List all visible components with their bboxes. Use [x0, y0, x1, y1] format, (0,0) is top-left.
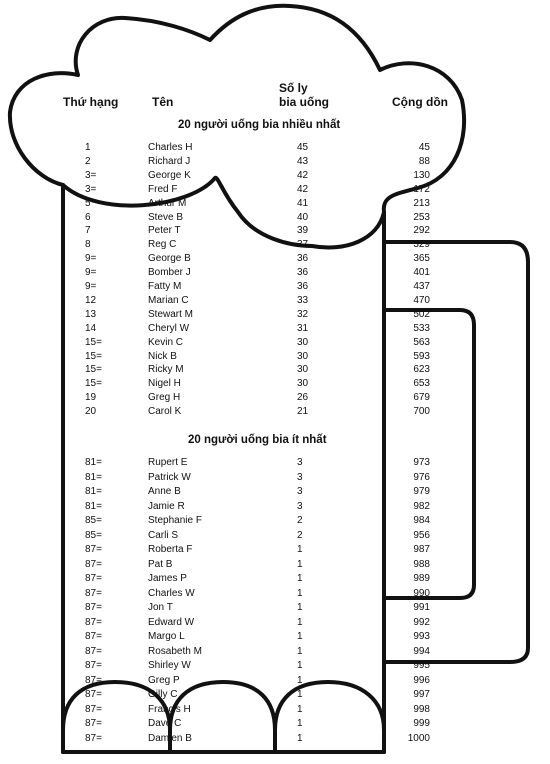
name-cell: Pat B	[148, 558, 173, 570]
cups-cell: 33	[297, 294, 309, 306]
cups-cell: 41	[297, 197, 309, 209]
cumulative-cell: 976	[413, 471, 430, 483]
cumulative-cell: 130	[413, 169, 430, 181]
rank-cell: 87=	[85, 573, 102, 584]
name-cell: Damien B	[148, 732, 192, 744]
name-cell: Anne B	[148, 486, 181, 497]
name-cell: Rosabeth M	[148, 645, 202, 657]
name-cell: James P	[148, 573, 187, 584]
cups-cell: 1	[297, 718, 303, 729]
name-cell: Margo L	[148, 631, 185, 642]
cumulative-cell: 992	[413, 616, 430, 628]
rank-cell: 87=	[85, 718, 102, 729]
name-cell: Greg P	[148, 674, 180, 686]
header-cups-line1: Số ly	[279, 81, 308, 95]
rank-cell: 87=	[85, 587, 102, 599]
name-cell: Nigel H	[148, 378, 181, 390]
rank-cell: 87=	[85, 558, 102, 570]
rank-cell: 9=	[85, 281, 97, 292]
cumulative-cell: 973	[413, 457, 430, 468]
cumulative-cell: 653	[413, 378, 430, 390]
cups-cell: 2	[297, 529, 303, 541]
name-cell: Stewart M	[148, 308, 194, 320]
name-cell: Fred F	[148, 183, 178, 195]
cumulative-cell: 998	[413, 703, 430, 715]
rank-cell: 15=	[85, 364, 102, 376]
rank-cell: 87=	[85, 689, 102, 700]
rank-cell: 8	[85, 239, 91, 251]
cups-cell: 1	[297, 689, 303, 700]
cups-cell: 21	[297, 406, 309, 418]
name-cell: Fatty M	[148, 281, 182, 292]
rank-cell: 81=	[85, 457, 102, 468]
cumulative-cell: 990	[413, 587, 430, 599]
cups-cell: 40	[297, 211, 309, 223]
cumulative-cell: 593	[413, 350, 430, 362]
cups-cell: 43	[297, 155, 309, 167]
cumulative-cell: 679	[413, 392, 430, 404]
cumulative-cell: 979	[413, 486, 430, 497]
name-cell: Marian C	[148, 294, 189, 306]
cumulative-cell: 988	[413, 558, 430, 570]
cumulative-cell: 996	[413, 674, 430, 686]
rank-cell: 6	[85, 211, 91, 223]
name-cell: Roberta F	[148, 544, 193, 555]
rank-cell: 14	[85, 322, 97, 334]
name-cell: Peter T	[148, 225, 181, 237]
cups-cell: 36	[297, 253, 309, 265]
cumulative-cell: 700	[413, 406, 430, 418]
rank-cell: 81=	[85, 471, 102, 483]
name-cell: Gilly C	[148, 689, 178, 700]
name-cell: Charles W	[148, 587, 195, 599]
rank-cell: 15=	[85, 336, 102, 348]
rank-cell: 87=	[85, 631, 102, 642]
rank-cell: 87=	[85, 660, 102, 671]
cups-cell: 37	[297, 239, 309, 251]
cups-cell: 3	[297, 471, 303, 483]
cumulative-cell: 987	[413, 544, 430, 555]
rank-cell: 2	[85, 155, 91, 167]
rank-cell: 15=	[85, 378, 102, 390]
cumulative-cell: 984	[413, 515, 430, 526]
cumulative-cell: 533	[413, 322, 430, 334]
cumulative-cell: 45	[418, 142, 430, 153]
cups-cell: 30	[297, 378, 309, 390]
cumulative-cell: 563	[413, 336, 430, 348]
cups-cell: 36	[297, 267, 309, 279]
cups-cell: 42	[297, 169, 309, 181]
cups-cell: 42	[297, 183, 309, 195]
cups-cell: 39	[297, 225, 309, 237]
rank-cell: 3=	[85, 183, 97, 195]
name-cell: Ricky M	[148, 364, 184, 376]
cups-cell: 32	[297, 308, 309, 320]
cups-cell: 1	[297, 616, 303, 628]
header-name: Tên	[152, 95, 174, 109]
name-cell: Francis H	[148, 703, 191, 715]
name-cell: Carli S	[148, 529, 179, 541]
cumulative-cell: 991	[413, 602, 430, 613]
rank-cell: 85=	[85, 515, 102, 526]
cumulative-cell: 253	[413, 211, 430, 223]
cups-cell: 45	[297, 142, 309, 153]
rank-cell: 87=	[85, 732, 102, 744]
cups-cell: 2	[297, 515, 303, 526]
cups-cell: 1	[297, 587, 303, 599]
name-cell: George B	[148, 253, 191, 265]
name-cell: Nick B	[148, 350, 177, 362]
rank-cell: 1	[85, 142, 91, 153]
cumulative-cell: 989	[413, 573, 430, 584]
rank-cell: 87=	[85, 544, 102, 555]
cups-cell: 1	[297, 660, 303, 671]
cups-cell: 1	[297, 573, 303, 584]
cumulative-cell: 401	[413, 267, 430, 279]
cumulative-cell: 994	[413, 645, 430, 657]
name-cell: Shirley W	[148, 660, 191, 671]
rank-cell: 87=	[85, 616, 102, 628]
cups-cell: 1	[297, 703, 303, 715]
name-cell: Greg H	[148, 392, 181, 404]
cups-cell: 3	[297, 486, 303, 497]
cumulative-cell: 329	[413, 239, 430, 251]
cups-cell: 1	[297, 558, 303, 570]
cups-cell: 36	[297, 281, 309, 292]
cups-cell: 26	[297, 392, 309, 404]
cumulative-cell: 502	[413, 308, 430, 320]
cumulative-cell: 213	[413, 197, 430, 209]
name-cell: Bomber J	[148, 267, 191, 279]
cumulative-cell: 470	[413, 294, 430, 306]
rank-cell: 20	[85, 406, 97, 418]
cumulative-cell: 623	[413, 364, 430, 376]
cups-cell: 1	[297, 732, 303, 744]
rank-cell: 15=	[85, 350, 102, 362]
cups-cell: 30	[297, 364, 309, 376]
cumulative-cell: 437	[413, 281, 430, 292]
cups-cell: 1	[297, 602, 303, 613]
cumulative-cell: 88	[418, 155, 430, 167]
cups-cell: 3	[297, 500, 303, 512]
name-cell: George K	[148, 169, 191, 181]
name-cell: Jamie R	[148, 500, 185, 512]
rank-cell: 87=	[85, 645, 102, 657]
section-title-top: 20 người uống bia nhiều nhất	[178, 119, 341, 131]
name-cell: Arthur M	[148, 197, 187, 209]
cups-cell: 1	[297, 544, 303, 555]
cumulative-cell: 995	[413, 660, 430, 671]
name-cell: Kevin C	[148, 336, 184, 348]
cups-cell: 1	[297, 631, 303, 642]
rank-cell: 19	[85, 392, 97, 404]
cumulative-cell: 997	[413, 689, 430, 700]
name-cell: Stephanie F	[148, 515, 202, 526]
rank-cell: 81=	[85, 486, 102, 497]
header-rank: Thứ hạng	[63, 95, 119, 109]
rank-cell: 87=	[85, 703, 102, 715]
rank-cell: 5	[85, 197, 91, 209]
cumulative-cell: 172	[413, 183, 430, 195]
name-cell: Edward W	[148, 616, 195, 628]
cumulative-cell: 982	[413, 500, 430, 512]
rank-cell: 85=	[85, 529, 102, 541]
name-cell: Richard J	[148, 155, 191, 167]
rank-cell: 12	[85, 294, 97, 306]
rank-cell: 87=	[85, 674, 102, 686]
cumulative-cell: 292	[413, 225, 430, 237]
cumulative-cell: 1000	[407, 732, 430, 744]
section-title-bottom: 20 người uống bia ít nhất	[188, 434, 327, 446]
rank-cell: 13	[85, 308, 97, 320]
cumulative-cell: 365	[413, 253, 430, 265]
name-cell: Rupert E	[148, 457, 188, 468]
name-cell: Dave C	[148, 718, 182, 729]
cups-cell: 30	[297, 350, 309, 362]
rank-cell: 3=	[85, 169, 97, 181]
cumulative-cell: 999	[413, 718, 430, 729]
cups-cell: 1	[297, 674, 303, 686]
cups-cell: 30	[297, 336, 309, 348]
name-cell: Carol K	[148, 406, 182, 418]
rank-cell: 87=	[85, 602, 102, 613]
cups-cell: 31	[297, 322, 309, 334]
cumulative-cell: 956	[413, 529, 430, 541]
name-cell: Cheryl W	[148, 322, 190, 334]
rank-cell: 7	[85, 225, 91, 237]
header-cups-line2: bia uống	[279, 95, 329, 109]
rank-cell: 81=	[85, 500, 102, 512]
name-cell: Reg C	[148, 239, 177, 251]
cups-cell: 3	[297, 457, 303, 468]
name-cell: Steve B	[148, 211, 184, 223]
header-cumulative: Cộng dồn	[392, 95, 448, 109]
name-cell: Jon T	[148, 602, 173, 613]
name-cell: Patrick W	[148, 471, 191, 483]
cups-cell: 1	[297, 645, 303, 657]
rank-cell: 9=	[85, 267, 97, 279]
rank-cell: 9=	[85, 253, 97, 265]
name-cell: Charles H	[148, 142, 193, 153]
cumulative-cell: 993	[413, 631, 430, 642]
bottom-arch-right	[275, 682, 384, 752]
